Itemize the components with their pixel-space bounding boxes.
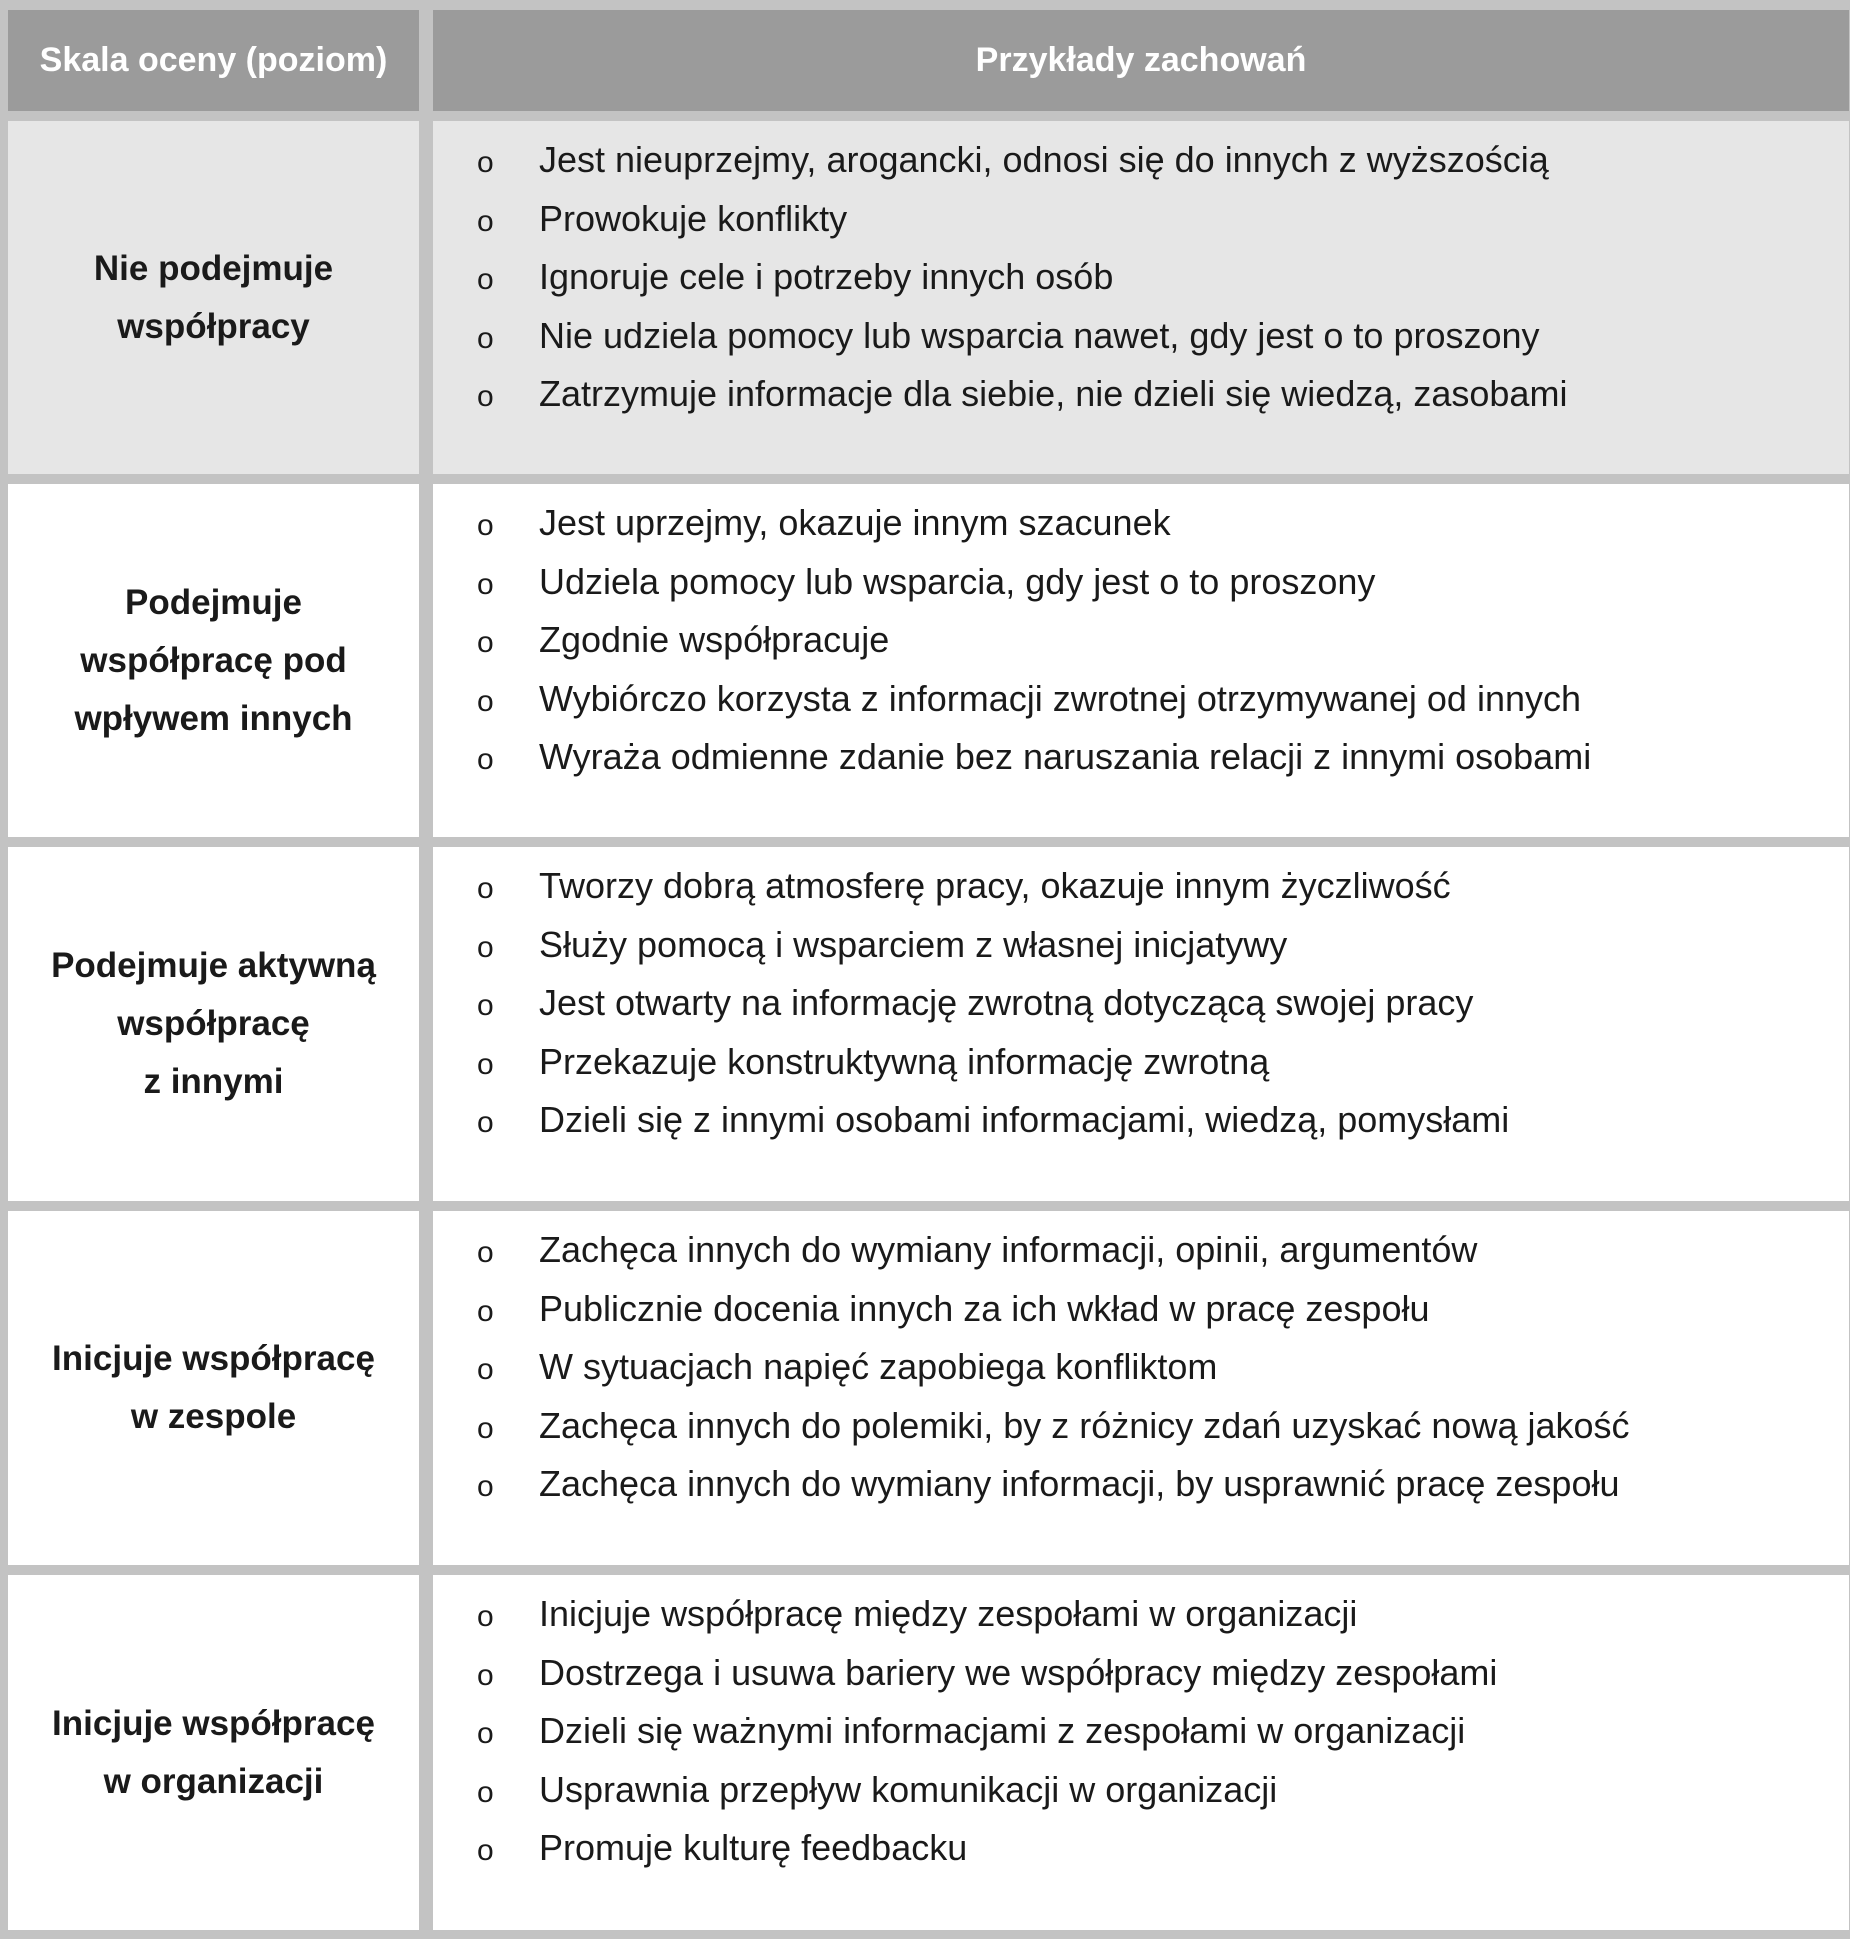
behavior-item bbox=[433, 315, 1849, 374]
behaviors-cell bbox=[433, 1575, 1849, 1930]
behavior-list bbox=[433, 1229, 1849, 1522]
bullet-icon: o bbox=[477, 1047, 494, 1081]
behavior-text: Wyraża odmienne zdanie bez naruszania relacji z innymi osobami bbox=[539, 736, 1592, 777]
header-level-column bbox=[8, 10, 419, 111]
behavior-item bbox=[433, 1346, 1849, 1405]
behavior-text: Promuje kulturę feedbacku bbox=[539, 1827, 968, 1868]
behavior-list bbox=[433, 502, 1849, 795]
level-cell bbox=[8, 1575, 419, 1930]
behavior-item bbox=[433, 924, 1849, 983]
behavior-item bbox=[433, 1229, 1849, 1288]
behavior-item bbox=[433, 198, 1849, 257]
behavior-text: Zachęca innych do wymiany informacji, opinii, argumentów bbox=[539, 1229, 1478, 1270]
behavior-item bbox=[433, 561, 1849, 620]
bullet-icon: o bbox=[477, 1411, 494, 1445]
behavior-text: Przekazuje konstruktywną informację zwrotną bbox=[539, 1040, 1270, 1082]
behavior-list bbox=[433, 139, 1849, 432]
behavior-item bbox=[433, 1593, 1849, 1652]
bullet-icon: o bbox=[477, 626, 494, 659]
bullet-icon: o bbox=[477, 989, 494, 1022]
behavior-item bbox=[433, 678, 1849, 737]
behavior-text: Zgodnie współpracuje bbox=[539, 619, 890, 660]
behavior-text: Tworzy dobrą atmosferę pracy, okazuje innym życzliwość bbox=[539, 865, 1451, 906]
bullet-icon: o bbox=[477, 1470, 494, 1503]
bullet-icon: o bbox=[477, 872, 494, 905]
behavior-item bbox=[433, 373, 1849, 432]
bullet-icon: o bbox=[477, 743, 494, 776]
behavior-text: Publicznie docenia innych za ich wkład w pracę zespołu bbox=[539, 1287, 1430, 1329]
bullet-icon: o bbox=[477, 684, 494, 718]
bullet-icon: o bbox=[477, 1236, 494, 1269]
behavior-item bbox=[433, 1041, 1849, 1100]
behaviors-cell bbox=[433, 484, 1849, 837]
bullet-icon: o bbox=[477, 1294, 494, 1328]
level-label: Podejmuje aktywną współpracę z innymi bbox=[51, 946, 376, 1101]
behavior-text: Służy pomocą i wsparciem z własnej inicjatywy bbox=[539, 923, 1288, 965]
behavior-text: Dostrzega i usuwa bariery we współpracy między zespołami bbox=[539, 1651, 1498, 1693]
bullet-icon: o bbox=[477, 380, 494, 413]
bullet-icon: o bbox=[477, 263, 494, 296]
behavior-text: Prowokuje konflikty bbox=[539, 197, 848, 239]
behavior-text: Zachęca innych do wymiany informacji, by usprawnić pracę zespołu bbox=[539, 1463, 1620, 1504]
behavior-text: Zachęca innych do polemiki, by z różnicy zdań uzyskać nową jakość bbox=[539, 1404, 1630, 1446]
behavior-text: W sytuacjach napięć zapobiega konfliktom bbox=[539, 1346, 1218, 1387]
level-label: Inicjuje współpracę w organizacji bbox=[52, 1703, 375, 1801]
behavior-item bbox=[433, 619, 1849, 678]
behavior-item bbox=[433, 1827, 1849, 1886]
behavior-text: Usprawnia przepływ komunikacji w organizacji bbox=[539, 1768, 1278, 1810]
behavior-item bbox=[433, 502, 1849, 561]
behavior-item bbox=[433, 1769, 1849, 1828]
behaviors-cell bbox=[433, 847, 1849, 1201]
level-cell bbox=[8, 847, 419, 1201]
behavior-text: Nie udziela pomocy lub wsparcia nawet, gdy jest o to proszony bbox=[539, 314, 1540, 356]
behavior-text: Wybiórczo korzysta z informacji zwrotnej otrzymywanej od innych bbox=[539, 677, 1582, 719]
behavior-text: Ignoruje cele i potrzeby innych osób bbox=[539, 256, 1114, 297]
behavior-text: Jest otwarty na informację zwrotną dotyczącą swojej pracy bbox=[539, 982, 1474, 1023]
behaviors-cell bbox=[433, 121, 1849, 474]
bullet-icon: o bbox=[477, 146, 494, 179]
bullet-icon: o bbox=[477, 509, 494, 542]
bullet-icon: o bbox=[477, 1600, 494, 1633]
behavior-item bbox=[433, 1288, 1849, 1347]
level-cell bbox=[8, 1211, 419, 1565]
bullet-icon: o bbox=[477, 204, 494, 238]
level-cell bbox=[8, 484, 419, 837]
behavior-text: Jest uprzejmy, okazuje innym szacunek bbox=[539, 502, 1171, 543]
behavior-list bbox=[433, 865, 1849, 1158]
bullet-icon: o bbox=[477, 930, 494, 964]
bullet-icon: o bbox=[477, 1775, 494, 1809]
bullet-icon: o bbox=[477, 321, 494, 355]
behavior-item bbox=[433, 139, 1849, 198]
bullet-icon: o bbox=[477, 1353, 494, 1386]
level-label: Podejmuje współpracę pod wpływem innych bbox=[74, 582, 353, 738]
behavior-text: Udziela pomocy lub wsparcia, gdy jest o to proszony bbox=[539, 560, 1376, 602]
behavior-item bbox=[433, 865, 1849, 924]
behavior-item bbox=[433, 1405, 1849, 1464]
level-cell bbox=[8, 121, 419, 474]
behaviors-cell bbox=[433, 1211, 1849, 1565]
behavior-text: Dzieli się z innymi osobami informacjami, wiedzą, pomysłami bbox=[539, 1099, 1510, 1140]
bullet-icon: o bbox=[477, 1717, 494, 1750]
bullet-icon: o bbox=[477, 1834, 494, 1867]
behavior-list bbox=[433, 1593, 1849, 1886]
behavior-item bbox=[433, 1652, 1849, 1711]
bullet-icon: o bbox=[477, 1658, 494, 1692]
behavior-item bbox=[433, 982, 1849, 1041]
behavior-item bbox=[433, 736, 1849, 795]
behavior-text: Dzieli się ważnymi informacjami z zespołami w organizacji bbox=[539, 1710, 1466, 1751]
behavior-item bbox=[433, 1463, 1849, 1522]
bullet-icon: o bbox=[477, 1106, 494, 1139]
behavior-item bbox=[433, 1099, 1849, 1158]
header-level-label: Skala oceny (poziom) bbox=[39, 41, 388, 79]
behavior-item bbox=[433, 256, 1849, 315]
behavior-item bbox=[433, 1710, 1849, 1769]
behavior-text: Inicjuje współpracę między zespołami w organizacji bbox=[539, 1593, 1358, 1634]
level-label: Inicjuje współpracę w zespole bbox=[52, 1339, 375, 1436]
behavior-text: Zatrzymuje informacje dla siebie, nie dzieli się wiedzą, zasobami bbox=[539, 373, 1568, 414]
header-examples-column bbox=[433, 10, 1849, 111]
level-label: Nie podejmuje współpracy bbox=[93, 248, 334, 346]
behavior-text: Jest nieuprzejmy, arogancki, odnosi się do innych z wyższością bbox=[539, 139, 1549, 180]
header-examples-label: Przykłady zachowań bbox=[975, 41, 1307, 79]
bullet-icon: o bbox=[477, 567, 494, 601]
